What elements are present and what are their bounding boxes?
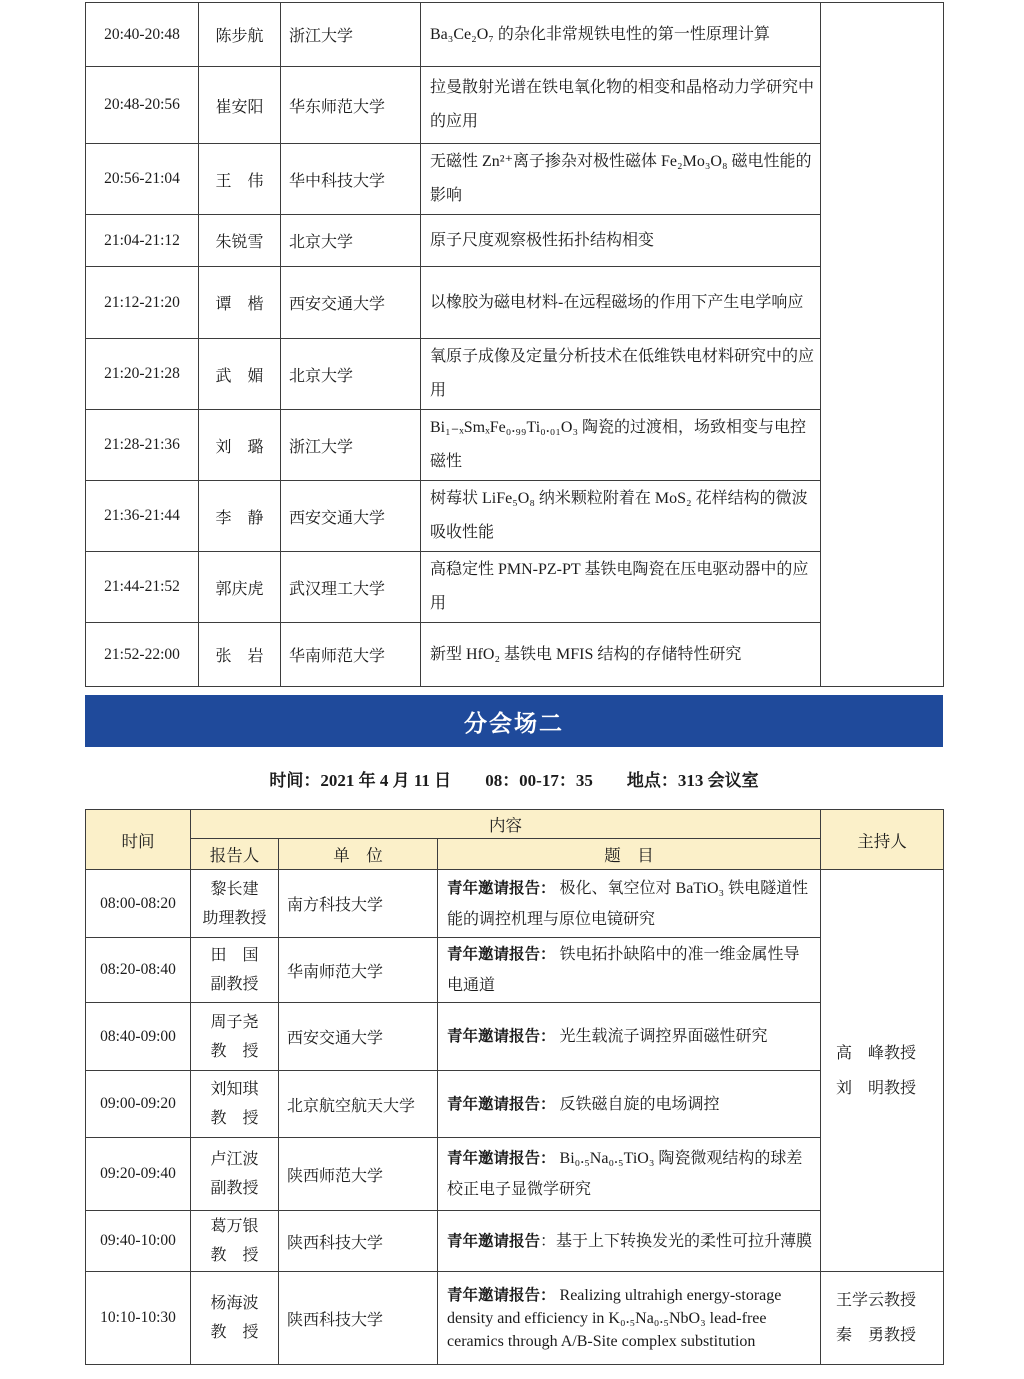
title-cell [438,1138,821,1211]
speaker-name: 葛万银 [210,1218,259,1235]
title-cell: 拉曼散射光谱在铁电氧化物的相变和晶格动力学研究中的应用 [421,67,821,144]
title-cell [438,1211,821,1272]
time-cell: 21:36-21:44 [86,481,199,552]
affiliation-cell: 浙江大学 [281,3,421,67]
affiliation-cell: 陕西师范大学 [279,1138,438,1211]
header-speaker: 报告人 [191,839,279,870]
title-text: ：基于上下转换发光的柔性可拉升薄膜 [540,1232,813,1250]
speaker-cell [191,938,279,1003]
speaker-name: 黎长建 [210,880,259,898]
table-row [86,67,944,144]
affiliation-cell: 华东师范大学 [281,67,421,144]
speaker-rank: 助理教授 [202,909,267,927]
speaker-cell: 崔安阳 [199,67,281,144]
speaker-name: 杨海波 [210,1295,259,1312]
title-cell: 氧原子成像及定量分析技术在低维铁电材料研究中的应用 [421,339,821,410]
time-cell: 08:20-08:40 [86,938,191,1003]
header-content: 内容 [191,810,821,839]
title-cell: 高稳定性 PMN-PZ-PT 基铁电陶瓷在压电驱动器中的应用 [421,552,821,623]
table-row [86,938,944,1003]
title-cell: 原子尺度观察极性拓扑结构相变 [421,215,821,267]
title-cell [438,1272,821,1365]
speaker-cell: 刘 璐 [199,410,281,481]
affiliation-cell: 华南师范大学 [281,623,421,687]
title-cell: 以橡胶为磁电材料-在远程磁场的作用下产生电学响应 [421,267,821,339]
session2-table [85,809,944,1365]
speaker-name: 田 国 [210,947,259,964]
session2-banner-title: 分会场二 [464,709,564,736]
speaker-cell [191,1272,279,1365]
table-row [86,410,944,481]
speaker-cell: 陈步航 [199,3,281,67]
title-prefix: 青年邀请报告： [447,879,556,897]
affiliation-cell: 华南师范大学 [279,938,438,1003]
speaker-cell [191,1003,279,1071]
speaker-rank: 教 授 [210,1324,259,1341]
time-cell: 09:20-09:40 [86,1138,191,1211]
header-time: 时间 [86,810,191,870]
session-venue: 地点：313 会议室 [626,770,759,790]
time-cell: 08:00-08:20 [86,870,191,938]
title-cell [438,1071,821,1138]
affiliation-cell: 北京大学 [281,215,421,267]
chair-cell [821,870,944,1272]
speaker-cell: 郭庆虎 [199,552,281,623]
table-row [86,1071,944,1138]
title-text: 光生载流子调控界面磁性研究 [555,1028,768,1045]
title-prefix: 青年邀请报告： [447,1095,556,1113]
time-cell: 21:44-21:52 [86,552,199,623]
chair-cell [821,1272,944,1365]
header-row [86,810,944,839]
speaker-cell: 谭 楷 [199,267,281,339]
title-cell [438,938,821,1003]
table-row [86,1272,944,1365]
speaker-cell: 武 媚 [199,339,281,410]
title-cell: 树莓状 LiFe₅O₈ 纳米颗粒附着在 MoS₂ 花样结构的微波吸收性能 [421,481,821,552]
speaker-rank: 副教授 [210,1180,259,1197]
session2-banner [85,695,943,747]
header-affiliation: 单 位 [279,839,438,870]
time-cell: 21:20-21:28 [86,339,199,410]
table-row [86,1003,944,1071]
speaker-rank: 教 授 [210,1247,259,1264]
time-cell: 20:56-21:04 [86,144,199,215]
session2-info [85,747,943,809]
table-row [86,339,944,410]
affiliation-cell: 南方科技大学 [279,870,438,938]
title-text: 极化、氧空位对 BaTiO₃ 铁电隧道性能的调控机理与原位电镜研究 [447,879,809,928]
speaker-cell: 王 伟 [199,144,281,215]
chair-column-empty [821,3,944,687]
table-row [86,623,944,687]
title-prefix: 青年邀请报告： [447,1286,556,1304]
header-chair: 主持人 [821,810,944,870]
chair-name: 王学云教授 [836,1292,917,1309]
title-text: 铁电拓扑缺陷中的准一维金属性导电通道 [447,946,800,994]
time-cell: 09:00-09:20 [86,1071,191,1138]
table-row [86,1211,944,1272]
program-page [85,0,943,1365]
affiliation-cell: 北京大学 [281,339,421,410]
speaker-name: 周子尧 [210,1013,259,1031]
affiliation-cell: 西安交通大学 [281,481,421,552]
affiliation-cell: 北京航空航天大学 [279,1071,438,1138]
chair-name: 秦 勇教授 [836,1327,917,1344]
table-row [86,1138,944,1211]
affiliation-cell: 华中科技大学 [281,144,421,215]
title-cell [438,870,821,938]
affiliation-cell: 陕西科技大学 [279,1211,438,1272]
affiliation-cell: 西安交通大学 [279,1003,438,1071]
chair-name: 刘 明教授 [836,1079,917,1097]
speaker-cell: 朱锐雪 [199,215,281,267]
title-cell: Ba₃Ce₂O₇ 的杂化非常规铁电性的第一性原理计算 [421,3,821,67]
time-cell: 08:40-09:00 [86,1003,191,1071]
session1-table [85,2,944,687]
time-cell: 21:12-21:20 [86,267,199,339]
time-cell: 21:04-21:12 [86,215,199,267]
session-date: 时间：2021 年 4 月 11 日 [269,770,452,790]
header-subrow [86,839,944,870]
table-row [86,144,944,215]
time-cell: 21:28-21:36 [86,410,199,481]
time-cell: 10:10-10:30 [86,1272,191,1365]
speaker-rank: 教 授 [210,1042,259,1060]
title-cell: 新型 HfO₂ 基铁电 MFIS 结构的存储特性研究 [421,623,821,687]
time-cell: 20:48-20:56 [86,67,199,144]
table-row [86,552,944,623]
speaker-cell: 张 岩 [199,623,281,687]
title-cell: Bi₁₋ₓSmₓFe₀.₉₉Ti₀.₀₁O₃ 陶瓷的过渡相，场致相变与电控磁性 [421,410,821,481]
title-cell [438,1003,821,1071]
time-cell: 20:40-20:48 [86,3,199,67]
title-prefix: 青年邀请报告： [447,946,556,963]
table-row [86,3,944,67]
affiliation-cell: 浙江大学 [281,410,421,481]
title-cell: 无磁性 Zn²⁺离子掺杂对极性磁体 Fe₂Mo₃O₈ 磁电性能的影响 [421,144,821,215]
speaker-cell [191,1138,279,1211]
time-cell: 21:52-22:00 [86,623,199,687]
title-prefix: 青年邀请报告： [447,1150,556,1167]
title-text: Bi₀.₅Na₀.₅TiO₃ 陶瓷微观结构的球差校正电子显微学研究 [447,1150,803,1198]
table-row [86,870,944,938]
title-prefix: 青年邀请报告： [447,1028,556,1045]
speaker-cell [191,870,279,938]
chair-name: 高 峰教授 [836,1044,917,1062]
speaker-name: 卢江波 [210,1151,259,1168]
title-text: 反铁磁自旋的电场调控 [555,1095,720,1113]
title-text: Realizing ultrahigh energy-storage density and efficiency in K₀.₅Na₀.₅NbO₃ lead-free ceramics through A/B-Site complex substitution [447,1286,782,1350]
speaker-cell: 李 静 [199,481,281,552]
title-prefix: 青年邀请报告 [447,1232,541,1250]
table-row [86,267,944,339]
session-hours: 08：00-17：35 [485,770,593,790]
speaker-cell [191,1071,279,1138]
speaker-rank: 教 授 [210,1110,259,1127]
affiliation-cell: 陕西科技大学 [279,1272,438,1365]
affiliation-cell: 武汉理工大学 [281,552,421,623]
table-row [86,481,944,552]
time-cell: 09:40-10:00 [86,1211,191,1272]
speaker-name: 刘知琪 [210,1081,259,1098]
speaker-cell [191,1211,279,1272]
affiliation-cell: 西安交通大学 [281,267,421,339]
header-title: 题 目 [438,839,821,870]
table-row [86,215,944,267]
speaker-rank: 副教授 [210,976,259,993]
